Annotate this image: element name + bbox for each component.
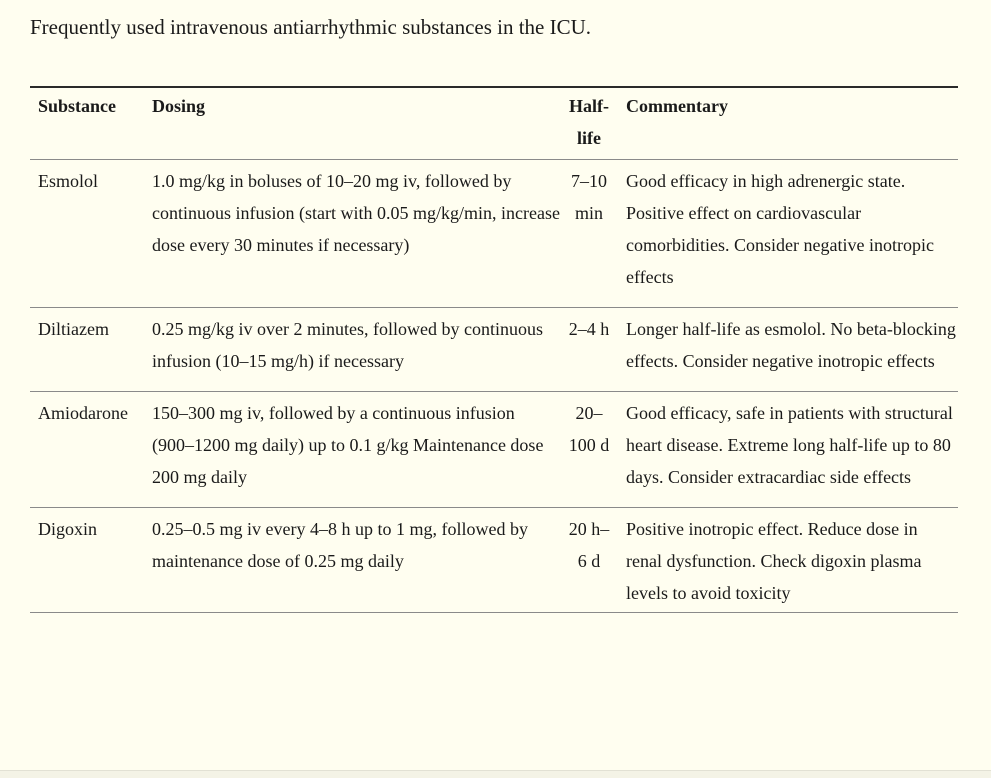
- header-substance: Substance: [30, 88, 152, 160]
- table-header-row: [30, 88, 958, 160]
- header-halflife: Half- life: [560, 88, 618, 160]
- cell-substance: Amiodarone: [30, 392, 152, 508]
- cell-substance: Diltiazem: [30, 308, 152, 392]
- header-commentary: Commentary: [618, 88, 958, 160]
- header-dosing: Dosing: [152, 88, 560, 160]
- table-row: [30, 392, 958, 508]
- cell-commentary: Good efficacy, safe in patients with structural heart disease. Extreme long half-life up to 80 days. Consider extracardiac side effects: [618, 392, 958, 508]
- cell-halflife: 2–4 h: [560, 308, 618, 392]
- table-row: [30, 160, 958, 308]
- cell-dosing: 1.0 mg/kg in boluses of 10–20 mg iv, followed by continuous infusion (start with 0.05 mg/kg/min, increase dose every 30 minutes if necessary): [152, 160, 560, 308]
- table-row: [30, 308, 958, 392]
- cell-dosing: 150–300 mg iv, followed by a continuous infusion (900–1200 mg daily) up to 0.1 g/kg Maintenance dose 200 mg daily: [152, 392, 560, 508]
- antiarrhythmic-table: [30, 88, 958, 613]
- cell-commentary: Good efficacy in high adrenergic state. Positive effect on cardiovascular comorbidities. Consider negative inotropic effects: [618, 160, 958, 308]
- table-caption: Frequently used intravenous antiarrhythmic substances in the ICU.: [30, 15, 592, 39]
- cell-commentary: Longer half-life as esmolol. No beta-blocking effects. Consider negative inotropic effects: [618, 308, 958, 392]
- table-row: [30, 508, 958, 613]
- cell-halflife: 7–10 min: [560, 160, 618, 308]
- cell-substance: Esmolol: [30, 160, 152, 308]
- cell-halflife: 20– 100 d: [560, 392, 618, 508]
- cell-dosing: 0.25–0.5 mg iv every 4–8 h up to 1 mg, followed by maintenance dose of 0.25 mg daily: [152, 508, 560, 613]
- cell-halflife: 20 h– 6 d: [560, 508, 618, 613]
- cell-commentary: Positive inotropic effect. Reduce dose in renal dysfunction. Check digoxin plasma levels to avoid toxicity: [618, 508, 958, 613]
- cell-dosing: 0.25 mg/kg iv over 2 minutes, followed by continuous infusion (10–15 mg/h) if necessary: [152, 308, 560, 392]
- cell-substance: Digoxin: [30, 508, 152, 613]
